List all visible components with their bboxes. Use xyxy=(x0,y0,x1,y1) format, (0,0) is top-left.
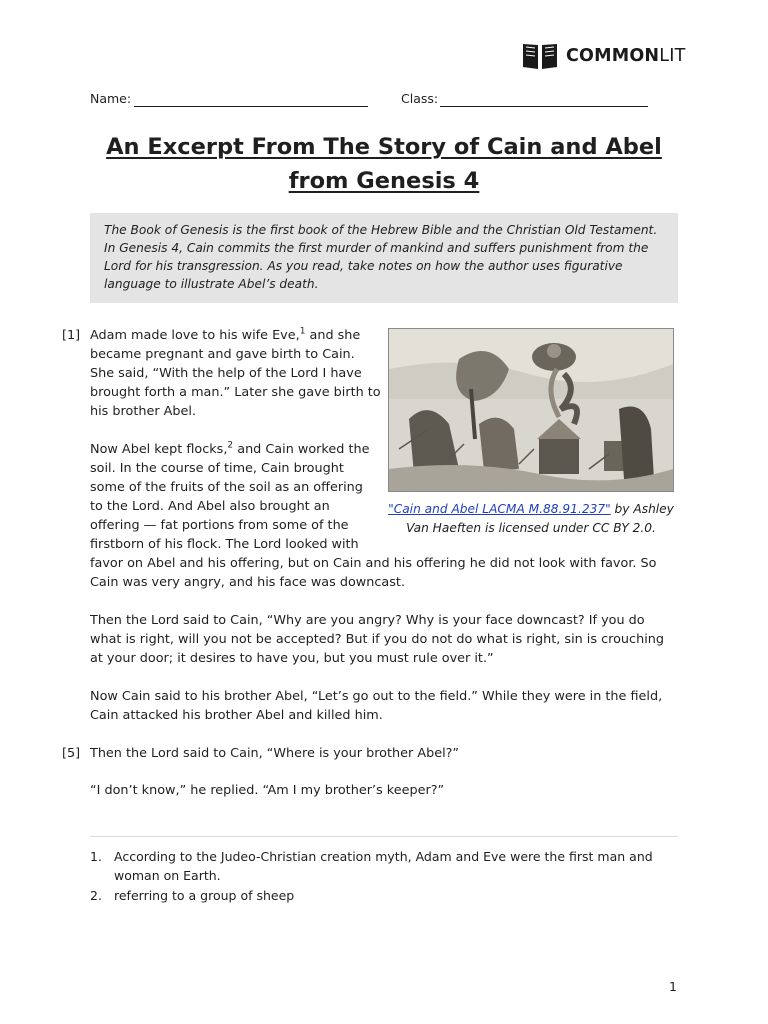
figure-caption: "Cain and Abel LACMA M.88.91.237" by Ashley Van Haeften is licensed under CC BY 2.0. xyxy=(388,502,674,535)
name-label: Name: xyxy=(90,91,132,106)
paragraph-3: Then the Lord said to Cain, “Why are you angry? Why is your face downcast? If you do what is right, will you not be accepted? But if you do not do what is right, sin is crouching at your door; it desires to have you, but you must rule over it.” xyxy=(90,613,664,666)
page-number: 1 xyxy=(669,979,677,994)
footnotes-list xyxy=(90,848,678,908)
class-blank-line[interactable] xyxy=(440,106,648,107)
paragraph-4: Now Cain said to his brother Abel, “Let’s go out to the field.” While they were in the field, Cain attacked his brother Abel and killed him. xyxy=(90,689,663,723)
class-label: Class: xyxy=(401,91,439,106)
open-book-icon xyxy=(522,42,558,70)
paragraph-6: “I don’t know,” he replied. “Am I my brother’s keeper?” xyxy=(90,783,445,798)
name-blank-line[interactable] xyxy=(134,106,368,107)
paragraph-1: [1] Adam made love to his wife Eve,$^1$ and she became pregnant and gave birth to Cain. She said, “With the help of the Lord I have brought forth a man.” Later she gave birth to his brother Abel. xyxy=(62,326,381,419)
paragraph-5: [5] Then the Lord said to Cain, “Where is your brother Abel?” xyxy=(62,746,460,761)
caption-link[interactable]: "Cain and Abel LACMA M.88.91.237" xyxy=(388,502,611,516)
page-title: An Excerpt From The Story of Cain and Abel from Genesis 4 xyxy=(106,134,662,194)
intro-box: The Book of Genesis is the first book of the Hebrew Bible and the Christian Old Testament. In Genesis 4, Cain commits the first murder of mankind and suffers punishment from the Lord for his transgression. As you read, take notes on how the author uses figurative language to illustrate Abel’s death. xyxy=(90,213,678,303)
footnote-item: 2. referring to a group of sheep xyxy=(90,888,295,903)
paragraph-2: Now Abel kept flocks,$^2$ and Cain worked the soil. In the course of time, Cain brought some of the fruits of the soil as an offering to the Lord. And Abel also brought an offering — fat portions from some of the firstborn of his flock. The Lord looked with favor on Abel and his offering, but on Cain and his offering he did not look with favor. So Cain was very angry, and his face was downcast. xyxy=(90,440,657,590)
brand-name: COMMONLIT xyxy=(566,46,686,66)
paragraph-number: [5] xyxy=(62,746,81,761)
paragraph-number: [1] xyxy=(62,328,81,343)
footnote-divider xyxy=(90,836,678,837)
footnote-ref-1[interactable]: 1 xyxy=(299,326,306,337)
commonlit-logo xyxy=(522,42,685,70)
footnote-ref-2[interactable]: 2 xyxy=(227,440,234,451)
footnote-item: 1. According to the Judeo-Christian creation myth, Adam and Eve were the first man and woman on Earth. xyxy=(90,849,653,883)
